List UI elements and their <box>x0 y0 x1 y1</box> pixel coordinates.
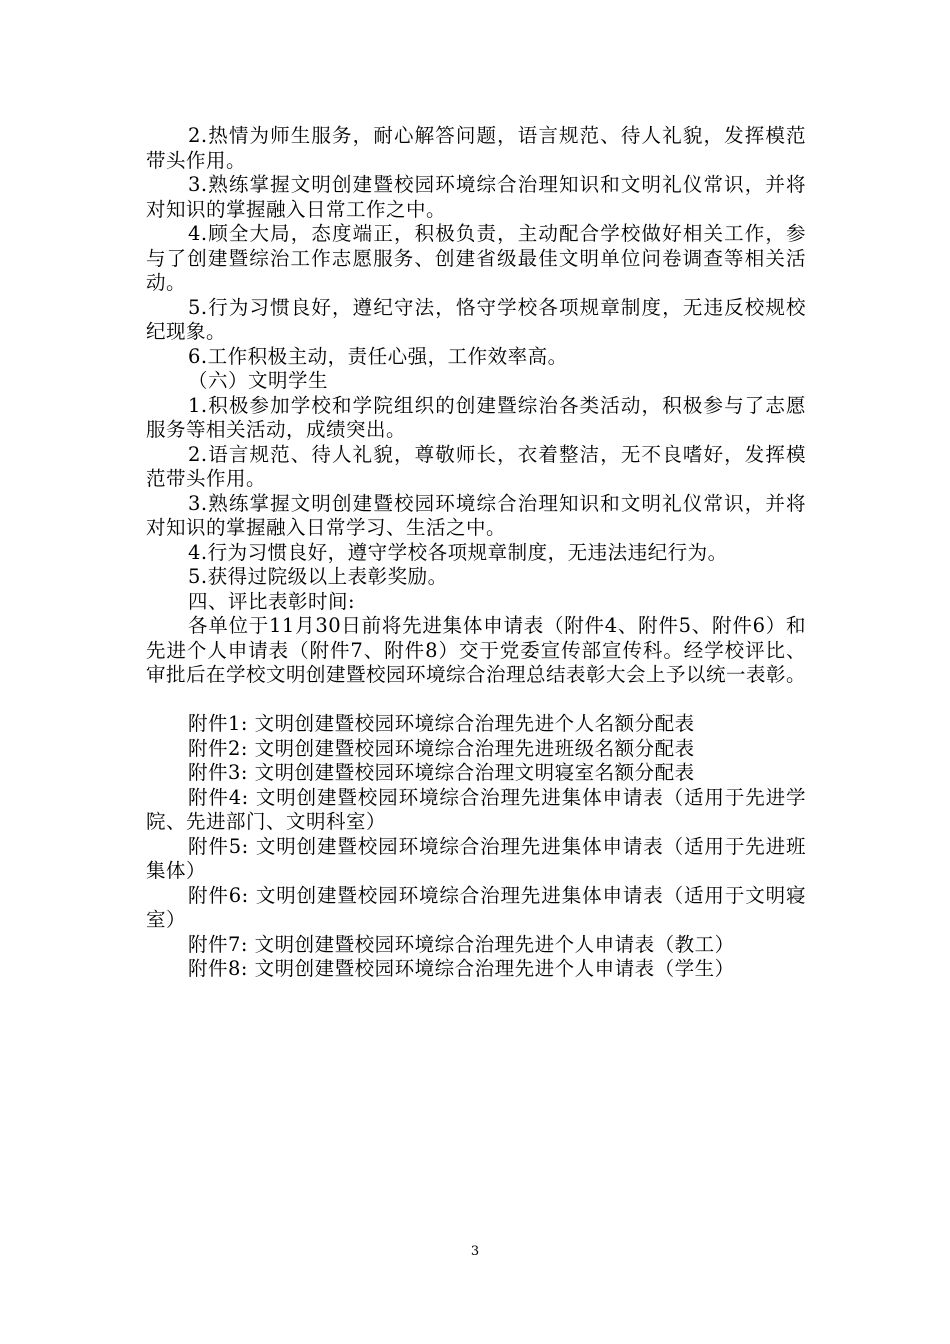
paragraph: 2.语言规范、待人礼貌，尊敬师长，衣着整洁，无不良嗜好，发挥模范带头作用。 <box>146 442 806 490</box>
paragraph: 4.行为习惯良好，遵守学校各项规章制度，无违法违纪行为。 <box>188 540 728 564</box>
attachment-item: 附件3: 文明创建暨校园环境综合治理文明寝室名额分配表 <box>188 761 695 784</box>
attachment-item: 附件1: 文明创建暨校园环境综合治理先进个人名额分配表 <box>188 712 695 735</box>
paragraph: 3.熟练掌握文明创建暨校园环境综合治理知识和文明礼仪常识，并将对知识的掌握融入日常学习、生活之中。 <box>146 491 806 539</box>
paragraph: 5.获得过院级以上表彰奖励。 <box>188 565 448 588</box>
paragraph: 2.热情为师生服务，耐心解答问题，语言规范、待人礼貌，发挥模范带头作用。 <box>146 124 806 172</box>
paragraph: 4.顾全大局，态度端正，积极负责，主动配合学校做好相关工作，参与了创建暨综治工作志愿服务、创建省级最佳文明单位问卷调查等相关活动。 <box>146 222 806 294</box>
attachment-item: 附件4: 文明创建暨校园环境综合治理先进集体申请表（适用于先进学院、先进部门、文明科室） <box>146 785 806 833</box>
paragraph: 3.熟练掌握文明创建暨校园环境综合治理知识和文明礼仪常识，并将对知识的掌握融入日常工作之中。 <box>146 173 806 221</box>
attachment-item: 附件7: 文明创建暨校园环境综合治理先进个人申请表（教工） <box>188 932 735 956</box>
paragraph: 5.行为习惯良好，遵纪守法，恪守学校各项规章制度，无违反校规校纪现象。 <box>146 295 806 343</box>
paragraph: 1.积极参加学校和学院组织的创建暨综治各类活动，积极参与了志愿服务等相关活动，成绩突出。 <box>146 393 806 441</box>
attachment-item: 附件6: 文明创建暨校园环境综合治理先进集体申请表（适用于文明寝室） <box>146 883 806 931</box>
paragraph: 各单位于11月30日前将先进集体申请表（附件4、附件5、附件6）和先进个人申请表（附件7、附件8）交于党委宣传部宣传科。经学校评比、审批后在学校文明创建暨校园环境综合治理总结表彰大会上予以统一表彰。 <box>146 614 807 686</box>
paragraph: 6.工作积极主动，责任心强，工作效率高。 <box>188 344 568 368</box>
attachment-item: 附件5: 文明创建暨校园环境综合治理先进集体申请表（适用于先进班集体） <box>146 834 806 882</box>
attachment-item: 附件2: 文明创建暨校园环境综合治理先进班级名额分配表 <box>188 736 695 760</box>
document-body <box>146 124 806 982</box>
blank-line <box>146 688 806 713</box>
section-heading: 四、评比表彰时间: <box>188 589 356 613</box>
attachment-item: 附件8: 文明创建暨校园环境综合治理先进个人申请表（学生） <box>188 957 735 980</box>
page-number: 3 <box>470 1244 480 1259</box>
section-heading: （六）文明学生 <box>188 369 329 392</box>
